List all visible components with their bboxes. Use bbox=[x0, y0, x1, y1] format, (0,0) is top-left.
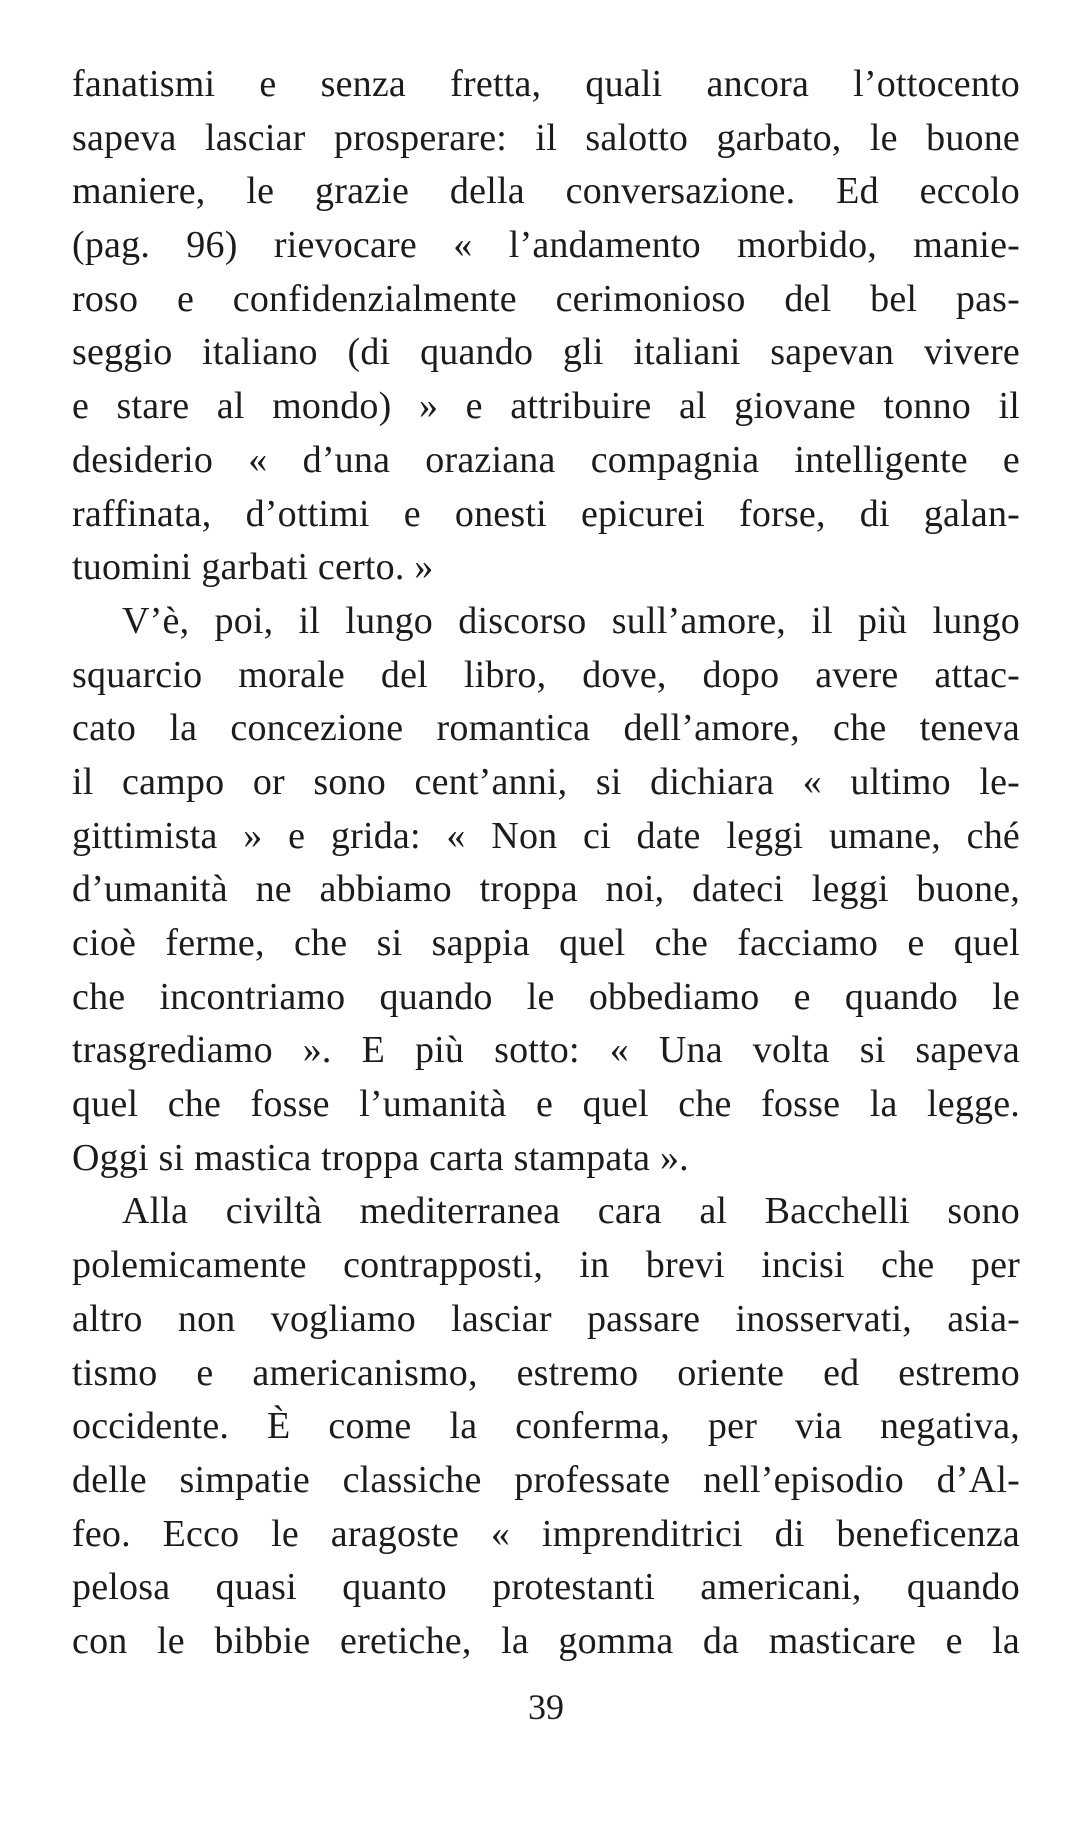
text-line: feo. Ecco le aragoste « imprenditrici di beneficenza bbox=[72, 1512, 1020, 1555]
text-line: Oggi si mastica troppa carta stampata ». bbox=[72, 1136, 689, 1179]
text-line: tuomini garbati certo. » bbox=[72, 546, 434, 589]
text-line: e stare al mondo) » e attribuire al giovane tonno il bbox=[72, 385, 1020, 428]
text-line: che incontriamo quando le obbediamo e quando le bbox=[72, 975, 1020, 1018]
text-line: sapeva lasciar prosperare: il salotto garbato, le buone bbox=[72, 116, 1020, 159]
text-line: il campo or sono cent’anni, si dichiara « ultimo le- bbox=[72, 760, 1020, 803]
text-line: gittimista » e grida: « Non ci date leggi umane, ché bbox=[72, 814, 1020, 857]
text-line: cato la concezione romantica dell’amore, che teneva bbox=[72, 707, 1020, 750]
paragraph-start-line: Alla civiltà mediterranea cara al Bacchelli sono bbox=[122, 1190, 1020, 1233]
book-page bbox=[72, 0, 1020, 1840]
text-line: quel che fosse l’umanità e quel che fosse la legge. bbox=[72, 1083, 1020, 1126]
text-line: maniere, le grazie della conversazione. Ed eccolo bbox=[72, 170, 1020, 213]
text-line: con le bibbie eretiche, la gomma da masticare e la bbox=[72, 1619, 1020, 1662]
text-line: desiderio « d’una oraziana compagnia intelligente e bbox=[72, 438, 1020, 481]
text-line: delle simpatie classiche professate nell’episodio d’Al- bbox=[72, 1458, 1020, 1501]
text-line: squarcio morale del libro, dove, dopo avere attac- bbox=[72, 653, 1020, 696]
paragraph-start-line: V’è, poi, il lungo discorso sull’amore, il più lungo bbox=[122, 599, 1020, 642]
text-line: seggio italiano (di quando gli italiani sapevan vivere bbox=[72, 331, 1020, 374]
text-line: fanatismi e senza fretta, quali ancora l’ottocento bbox=[72, 63, 1020, 105]
text-line: roso e confidenzialmente cerimonioso del bel pas- bbox=[72, 277, 1020, 320]
text-line: d’umanità ne abbiamo troppa noi, dateci leggi buone, bbox=[72, 868, 1020, 911]
text-line: pelosa quasi quanto protestanti americani, quando bbox=[72, 1566, 1020, 1609]
body-text bbox=[72, 58, 1020, 1669]
text-line: cioè ferme, che si sappia quel che facciamo e quel bbox=[72, 922, 1020, 964]
text-line: raffinata, d’ottimi e onesti epicurei forse, di galan- bbox=[72, 492, 1020, 535]
text-line: occidente. È come la conferma, per via negativa, bbox=[72, 1405, 1020, 1448]
text-line: tismo e americanismo, estremo oriente ed estremo bbox=[72, 1351, 1020, 1394]
page-number: 39 bbox=[528, 1687, 564, 1727]
text-line: trasgrediamo ». E più sotto: « Una volta si sapeva bbox=[72, 1029, 1020, 1072]
text-line: altro non vogliamo lasciar passare inosservati, asia- bbox=[72, 1297, 1020, 1340]
text-line: (pag. 96) rievocare « l’andamento morbido, manie- bbox=[72, 224, 1020, 267]
text-line: polemicamente contrapposti, in brevi incisi che per bbox=[72, 1244, 1020, 1287]
